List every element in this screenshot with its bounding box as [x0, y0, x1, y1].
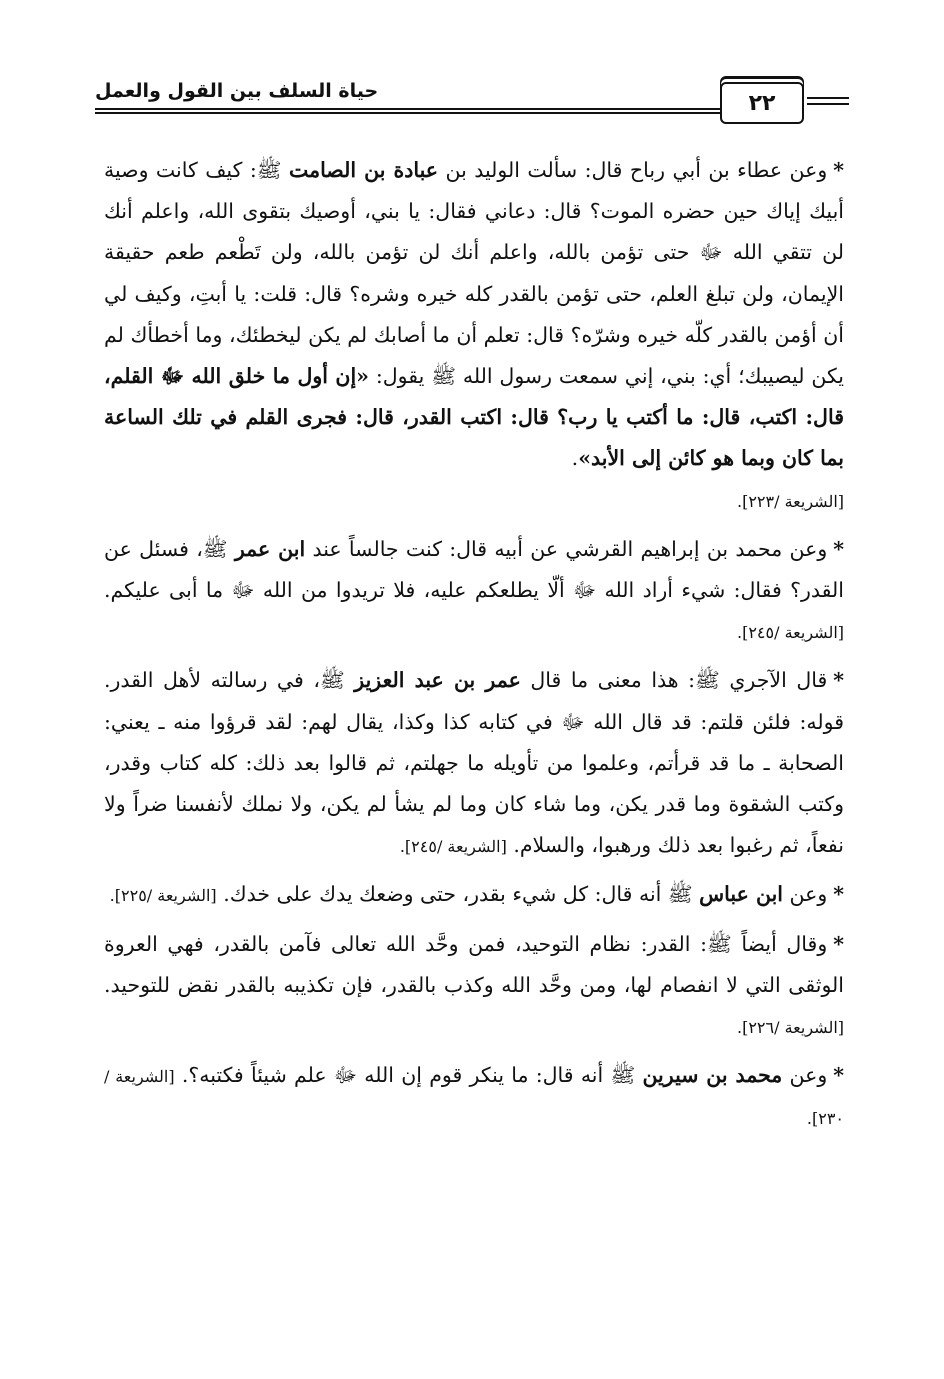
bullet-star-icon: *	[833, 931, 844, 956]
paragraph	[104, 924, 844, 1049]
paragraph-text: ﷺ أنه قال: كل شيء بقدر، حتى وضعك يدك على خدك.	[216, 882, 700, 907]
source-reference: [الشريعة /٢٢٣].	[737, 491, 844, 511]
source-reference: [الشريعة /٢٤٥].	[399, 837, 507, 857]
running-title: حياة السلف بين القول والعمل	[95, 80, 379, 102]
paragraph-text: ﷺ أنه قال: ما ينكر قوم إن الله ﷻ علم شيئاً فكتبه؟.	[174, 1063, 643, 1088]
header-rule	[95, 108, 720, 110]
bullet-star-icon: *	[833, 668, 844, 693]
paragraph-text: وعن	[782, 1063, 828, 1088]
paragraph	[104, 874, 844, 916]
paragraph-text: وعن محمد بن إبراهيم القرشي عن أبيه قال: كنت جالساً عند	[305, 536, 828, 561]
paragraph-text: وعن عطاء بن أبي رباح قال: سألت الوليد بن	[438, 158, 828, 182]
narrator-name: ابن عباس	[699, 882, 783, 907]
paragraph-text: ﷺ، فسئل عن القدر؟ فقال: شيء أراد الله ﷻ ألّا يطلعكم عليه، فلا تريدوا من الله ﷻ ما أبى عليكم.	[104, 536, 844, 603]
paragraph-text: ﷺ، في رسالته لأهل القدر. قوله: فلئن قلتم: قد قال الله ﷻ في كتابه كذا وكذا، يقال لهم: لقد قرؤوا منه ـ يعني: الصحابة ـ ما قد قرأتم، وعلموا من تأويله ما جهلتم، ثم قالوا بعد ذلك: كله كتاب وقدر، وكتب الشقوة وما قدر يكن، وما شاء كان وما لم يشأ لم يكن، ولا نملك لأنفسنا ضراً ولا نفعاً، ثم رغبوا بعد ذلك ورهبوا، والسلام.	[104, 668, 844, 858]
page-header	[95, 78, 855, 118]
paragraph	[104, 660, 844, 867]
paragraph-text: وعن	[783, 882, 828, 907]
bullet-star-icon: *	[833, 1063, 845, 1088]
paragraph	[104, 529, 844, 654]
source-reference: [الشريعة /٢٣٠].	[104, 1067, 844, 1129]
page-number: ٢٢	[720, 82, 804, 124]
source-reference: [الشريعة /٢٢٦].	[737, 1018, 844, 1038]
narrator-name: محمد بن سيرين	[642, 1063, 783, 1088]
paragraph-text: .	[571, 446, 579, 471]
narrator-name: عمر بن عبد العزيز	[354, 668, 521, 693]
paragraph	[104, 150, 844, 522]
source-reference: [الشريعة /٢٤٥].	[737, 623, 844, 643]
narrator-name: عبادة بن الصامت	[288, 158, 439, 182]
source-reference: [الشريعة /٢٢٥].	[109, 886, 217, 906]
paragraph-text: قال الآجري ﷺ: هذا معنى ما قال	[520, 668, 828, 693]
header-rule	[95, 112, 720, 114]
paragraph-text: ﷺ: كيف كانت وصية أبيك إياك حين حضره الموت؟ قال: دعاني فقال: يا بني، أوصيك بتقوى الله، واعلم أنك لن تتقي الله ﷻ حتى تؤمن بالله، واعلم أنك لن تؤمن بالله، ولن تَطْعم طعم حقيقة الإيمان، ولن تبلغ العلم، حتى تؤمن بالقدر كله خيره وشره؟ قال: قلت: يا أبتِ، وكيف لي أن أؤمن بالقدر كلّه خيره وشرّه؟ قال: تعلم أن ما أصابك لم يكن ليخطئك، وما أخطأك لم يكن ليصيبك؛ أي: بني، إني سمعت رسول الله ﷺ يقول:	[104, 158, 844, 389]
paragraph	[104, 1055, 844, 1139]
bullet-star-icon: *	[833, 882, 844, 907]
narrator-name: ابن عمر	[234, 536, 306, 561]
page-body	[104, 150, 844, 1147]
ornament-rule	[807, 97, 849, 99]
ornament-rule	[807, 103, 849, 105]
paragraph-text: وقال أيضاً ﷺ: القدر: نظام التوحيد، فمن وحَّد الله تعالى فآمن بالقدر، فهي العروة الوثقى التي لا انفصام لها، ومن وحَّد الله وكذب بالقدر، فإن تكذيبه بالقدر نقض للتوحيد.	[104, 931, 844, 997]
bullet-star-icon: *	[833, 158, 844, 182]
hadith-quote: «إن أول ما خلق الله ﷻ القلم، قال: اكتب، قال: ما أكتب يا رب؟ قال: اكتب القدر، قال: فجرى القلم في تلك الساعة بما كان وبما هو كائن إلى الأبد»	[104, 364, 845, 471]
bullet-star-icon: *	[833, 536, 844, 561]
